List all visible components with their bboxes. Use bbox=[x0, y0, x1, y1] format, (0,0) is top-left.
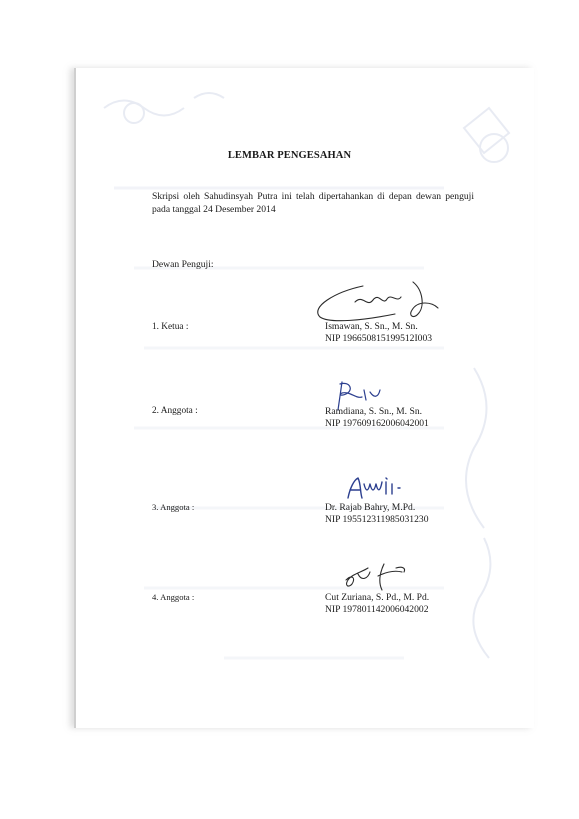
examiner-3-role: 3. Anggota : bbox=[152, 502, 195, 512]
signature-4 bbox=[338, 560, 418, 592]
examiner-3-nip: NIP 195512311985031230 bbox=[325, 514, 429, 525]
board-label: Dewan Penguji: bbox=[152, 259, 214, 270]
examiner-3-name: Dr. Rajab Bahry, M.Pd. bbox=[325, 502, 416, 513]
examiner-2-role: 2. Anggota : bbox=[152, 406, 198, 416]
examiner-1-role: 1. Ketua : bbox=[152, 322, 189, 332]
examiner-3-block bbox=[325, 502, 429, 526]
intro-paragraph: Skripsi oleh Sahudinsyah Putra ini telah dipertahankan di depan dewan penguji pada tanggal 24 Desember 2014 bbox=[152, 191, 474, 215]
examiner-2-name: Ramdiana, S. Sn., M. Sn. bbox=[325, 406, 423, 417]
examiner-4-nip: NIP 197801142006042002 bbox=[325, 604, 429, 615]
examiner-1-name: Ismawan, S. Sn., M. Sn. bbox=[325, 321, 418, 332]
examiner-4-name: Cut Zuriana, S. Pd., M. Pd. bbox=[325, 592, 430, 603]
examiner-4-block bbox=[325, 592, 429, 616]
examiner-4-role: 4. Anggota : bbox=[152, 592, 195, 602]
examiner-2-block bbox=[325, 406, 429, 430]
faded-background-watermark bbox=[74, 68, 532, 728]
page-title: LEMBAR PENGESAHAN bbox=[227, 150, 352, 161]
signature-3 bbox=[342, 474, 412, 504]
examiner-2-nip: NIP 197609162006042001 bbox=[325, 418, 429, 429]
examiner-1-nip: NIP 196650815199512I003 bbox=[325, 333, 433, 344]
examiner-1-block bbox=[325, 321, 432, 345]
